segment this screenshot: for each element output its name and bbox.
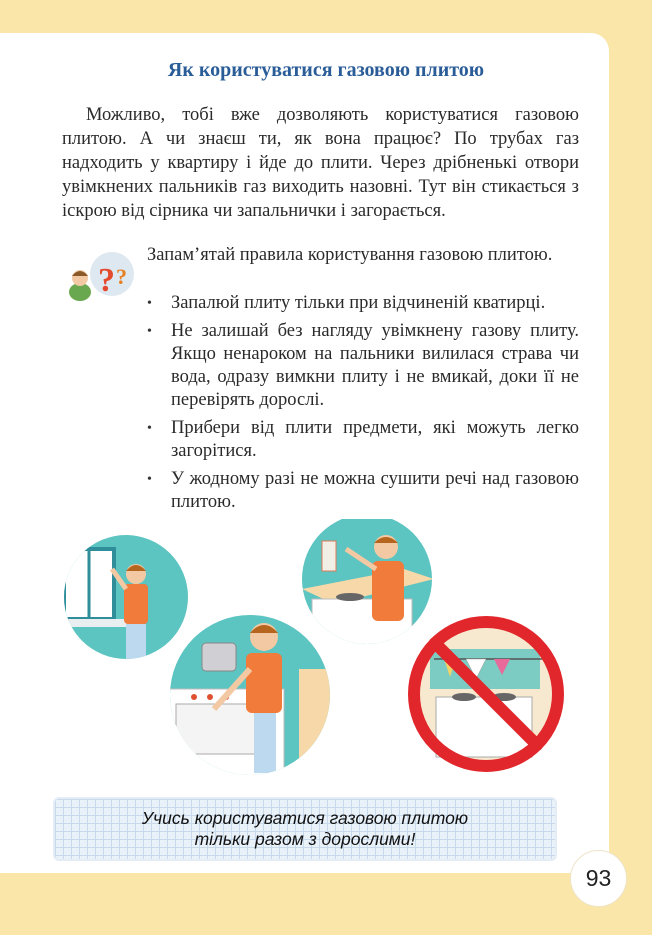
banner-line-1: Учись користуватися газовою плитою xyxy=(141,808,469,828)
window-scene xyxy=(64,529,194,669)
intro-paragraph: Можливо, тобі вже дозволяють користуватися газовою плитою. А чи знаєш ти, як вона працює? По трубах газ надходить у квартиру і йде до плити. Через дрібненькі отвори увімкнених пальників газ виходить назовні. Тут він стикається з іскрою від сірника чи запальнички і загорається. xyxy=(62,105,579,221)
rules-heading: Запам’ятай правила користування газовою плитою. xyxy=(147,245,553,265)
stove-scene xyxy=(164,609,359,781)
banner-line-2: тільки разом з дорослими! xyxy=(194,829,416,849)
rule-item: • Не залишай без нагляду увімкнену газову плиту. Якщо ненароком на пальники вилилася страва чи вода, одразу вимкни плиту і не вмикай, доки її не перевірять дорослі. xyxy=(147,320,579,412)
page-title: Як користуватися газовою плитою xyxy=(167,59,485,81)
svg-text:?: ? xyxy=(98,262,115,299)
page-number: 93 xyxy=(570,850,627,907)
prohibition-icon xyxy=(412,620,560,768)
rule-item: • Прибери від плити предмети, які можуть легко загорітися. xyxy=(147,417,579,463)
rule-item: • У жодному разі не можна сушити речі над газовою плитою. xyxy=(147,468,579,514)
reminder-banner xyxy=(55,799,555,859)
rule-item: • Запалюй плиту тільки при відчиненій кватирці. xyxy=(147,292,579,315)
question-icon xyxy=(64,248,138,306)
svg-text:?: ? xyxy=(116,264,127,289)
towel-scene xyxy=(294,519,444,659)
safety-illustrations xyxy=(64,519,578,781)
rules-list xyxy=(147,292,579,519)
